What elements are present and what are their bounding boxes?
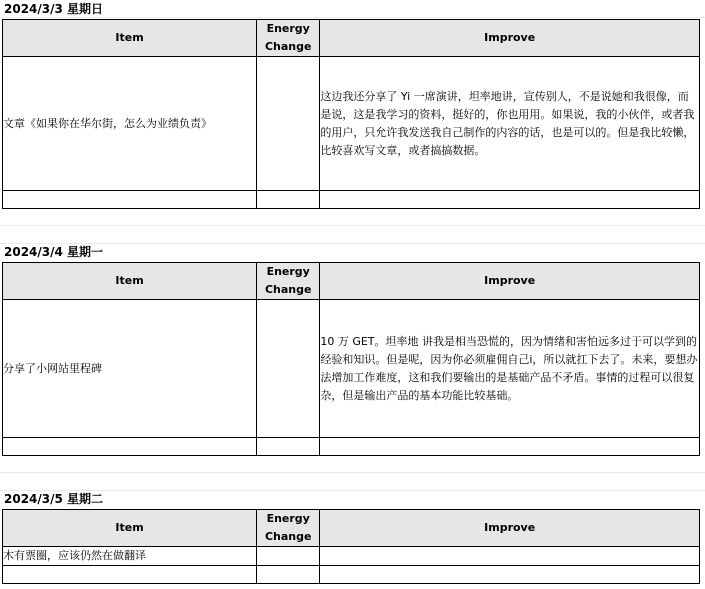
daily-log-table bbox=[2, 262, 700, 456]
gridline bbox=[0, 472, 705, 473]
table-row bbox=[3, 547, 700, 566]
empty-cell[interactable] bbox=[257, 438, 320, 456]
improve-header[interactable]: Improve bbox=[320, 20, 700, 57]
gridline bbox=[0, 225, 705, 226]
gridline bbox=[0, 243, 705, 244]
item-cell[interactable]: 文章《如果你在华尔街，怎么为业绩负责》 bbox=[3, 57, 257, 191]
table-row bbox=[3, 57, 700, 191]
gridline bbox=[0, 490, 705, 491]
header-row bbox=[3, 510, 700, 547]
item-cell[interactable]: 木有票圈，应该仍然在做翻译 bbox=[3, 547, 257, 566]
empty-cell[interactable] bbox=[3, 438, 257, 456]
improve-cell[interactable]: 这边我还分享了 Yi 一席演讲，坦率地讲，宣传别人，不是说她和我很像，而是说，这是我学习的资料，挺好的，你也用用。如果说，我的小伙伴，或者我的用户，只允许我发送我自己制作的内容的话，也是可以的。但是我比较懒，比较喜欢写文章，或者搞搞数据。 bbox=[320, 57, 700, 191]
empty-cell[interactable] bbox=[3, 566, 257, 584]
empty-cell[interactable] bbox=[257, 566, 320, 584]
gridline bbox=[0, 17, 705, 18]
date-heading: 2024/3/5 星期二 bbox=[4, 492, 104, 506]
energy-header-line2: Change bbox=[264, 40, 312, 53]
empty-cell[interactable] bbox=[257, 191, 320, 209]
item-cell[interactable]: 分享了小网站里程碑 bbox=[3, 300, 257, 438]
table-row bbox=[3, 191, 700, 209]
empty-cell[interactable] bbox=[3, 191, 257, 209]
item-header[interactable]: Item bbox=[3, 263, 257, 300]
energy-header-line2: Change bbox=[264, 530, 312, 543]
table-row bbox=[3, 300, 700, 438]
empty-cell[interactable] bbox=[320, 566, 700, 584]
item-header[interactable]: Item bbox=[3, 510, 257, 547]
energy-header-line1: Energy bbox=[266, 22, 310, 35]
improve-header[interactable]: Improve bbox=[320, 263, 700, 300]
energy-header-line1: Energy bbox=[266, 512, 310, 525]
date-heading: 2024/3/3 星期日 bbox=[4, 2, 104, 16]
energy-header-line2: Change bbox=[264, 283, 312, 296]
empty-cell[interactable] bbox=[320, 438, 700, 456]
empty-cell[interactable] bbox=[320, 191, 700, 209]
header-row bbox=[3, 20, 700, 57]
header-row bbox=[3, 263, 700, 300]
energy-change-header[interactable] bbox=[257, 20, 320, 57]
item-header[interactable]: Item bbox=[3, 20, 257, 57]
daily-log-table bbox=[2, 509, 700, 584]
energy-cell[interactable] bbox=[257, 547, 320, 566]
energy-header-line1: Energy bbox=[266, 265, 310, 278]
improve-header[interactable]: Improve bbox=[320, 510, 700, 547]
energy-change-header[interactable] bbox=[257, 510, 320, 547]
daily-log-table bbox=[2, 19, 700, 209]
improve-cell[interactable] bbox=[320, 547, 700, 566]
improve-cell[interactable]: 10 万 GET。坦率地 讲我是相当恐慌的，因为情绪和害怕远多过于可以学到的经验和知识。但是呢，因为你必须雇佣自己i，所以就扛下去了。未来，要想办法增加工作难度，这和我们要输出的是基础产品不矛盾。事情的过程可以很复杂，但是输出产品的基本功能比较基础。 bbox=[320, 300, 700, 438]
energy-cell[interactable] bbox=[257, 300, 320, 438]
date-heading: 2024/3/4 星期一 bbox=[4, 245, 104, 259]
energy-cell[interactable] bbox=[257, 57, 320, 191]
table-row bbox=[3, 566, 700, 584]
energy-change-header[interactable] bbox=[257, 263, 320, 300]
table-row bbox=[3, 438, 700, 456]
